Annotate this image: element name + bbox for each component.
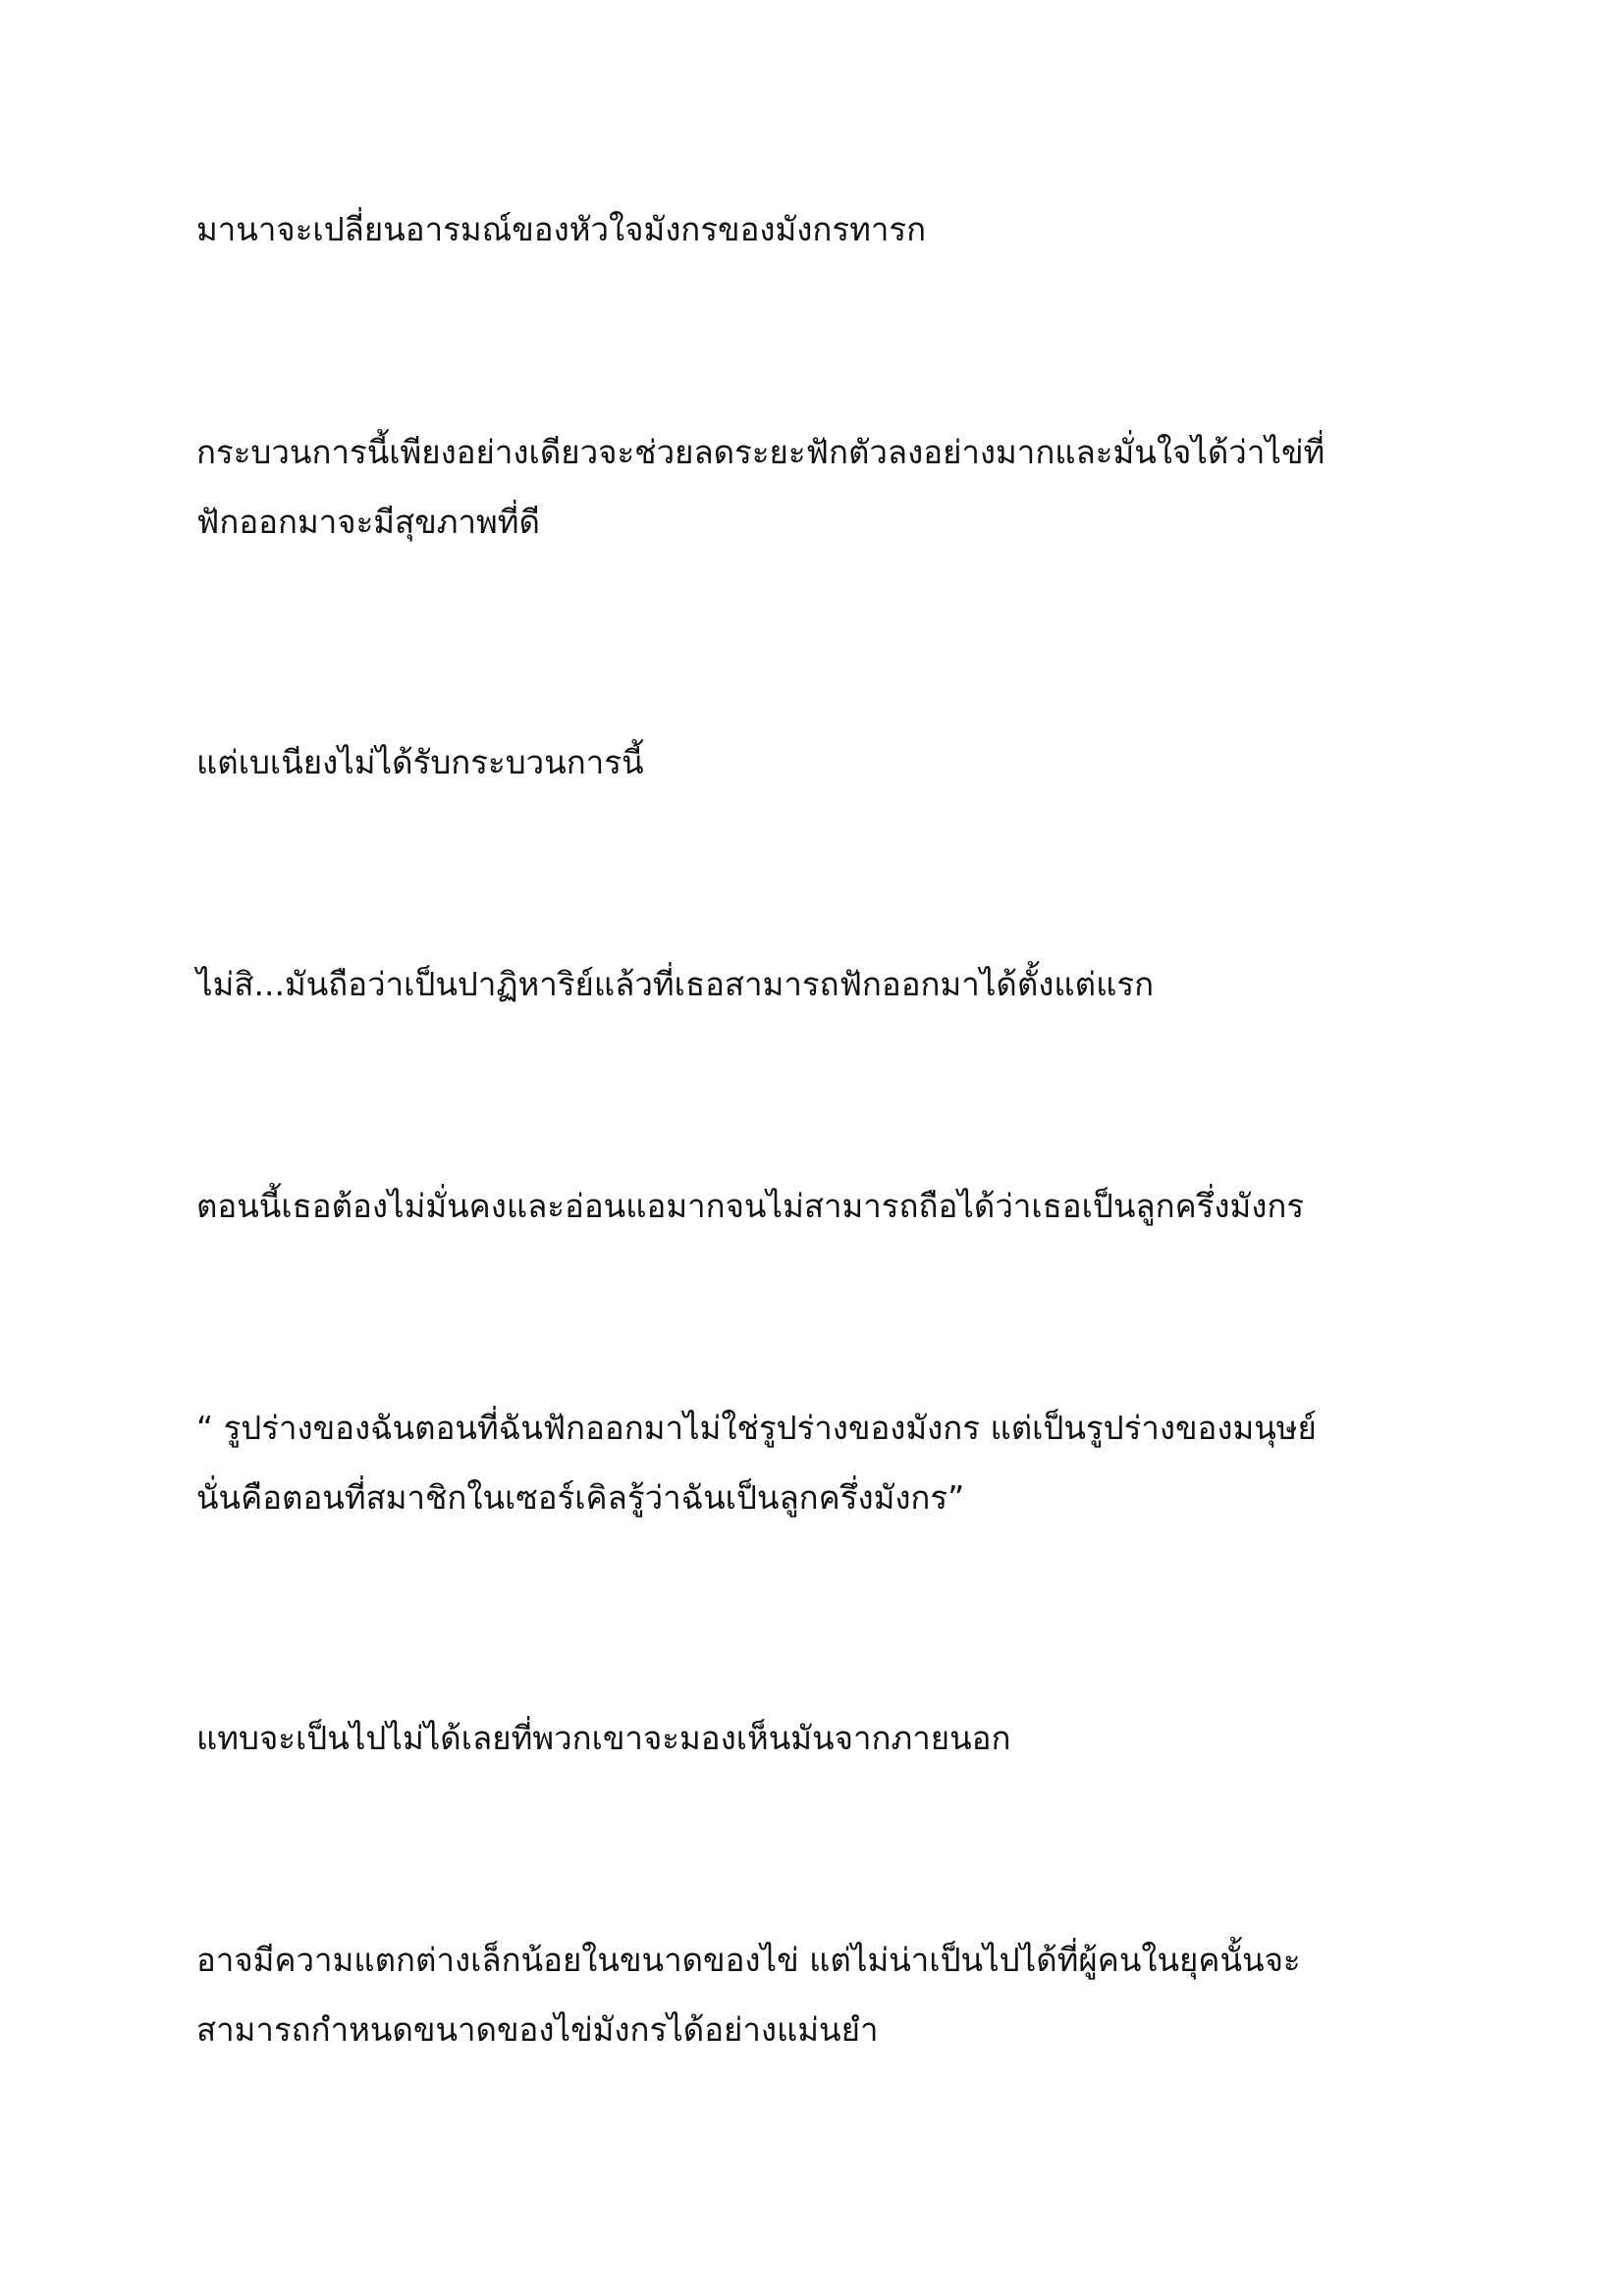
paragraph-line: “ รูปร่างของฉันตอนที่ฉันฟักออกมาไม่ใช่รูปร่างของมังกร แต่เป็นรูปร่างของมนุษย์ — [196, 1409, 1317, 1447]
paragraph-line: สามารถกำหนดขนาดของไข่มังกรได้อย่างแม่นยำ — [196, 2010, 879, 2049]
paragraph-line: มานาจะเปลี่ยนอารมณ์ของหัวใจมังกรของมังกรทารก — [196, 210, 927, 248]
paragraph-2 — [196, 417, 1463, 557]
paragraph-8 — [196, 1925, 1463, 2064]
paragraph-5 — [196, 1171, 1463, 1241]
paragraph-line: กระบวนการนี้เพียงอย่างเดียวจะช่วยลดระยะฟักตัวลงอย่างมากและมั่นใจได้ว่าไข่ที่ — [196, 433, 1326, 471]
paragraph-7 — [196, 1703, 1463, 1773]
paragraph-3 — [196, 727, 1463, 797]
paragraph-line: แทบจะเป็นไปไม่ได้เลยที่พวกเขาจะมองเห็นมันจากภายนอก — [196, 1719, 1011, 1757]
paragraph-line: ฟักออกมาจะมีสุขภาพที่ดี — [196, 503, 540, 541]
paragraph-line: แต่เบเนียงไม่ได้รับกระบวนการนี้ — [196, 743, 644, 781]
paragraph-line: อาจมีความแตกต่างเล็กน้อยในขนาดของไข่ แต่ไม่น่าเป็นไปได้ที่ผู้คนในยุคนั้นจะ — [196, 1941, 1301, 1979]
paragraph-1 — [196, 194, 1463, 264]
paragraph-4 — [196, 949, 1463, 1019]
paragraph-line: ไม่สิ...มันถือว่าเป็นปาฏิหาริย์แล้วที่เธอสามารถฟักออกมาได้ตั้งแต่แรก — [196, 965, 1155, 1003]
paragraph-line: ตอนนี้เธอต้องไม่มั่นคงและอ่อนแอมากจนไม่สามารถถือได้ว่าเธอเป็นลูกครึ่งมังกร — [196, 1187, 1305, 1225]
paragraph-line: นั่นคือตอนที่สมาชิกในเซอร์เคิลรู้ว่าฉันเป็นลูกครึ่งมังกร” — [196, 1478, 965, 1517]
paragraph-6 — [196, 1393, 1463, 1532]
